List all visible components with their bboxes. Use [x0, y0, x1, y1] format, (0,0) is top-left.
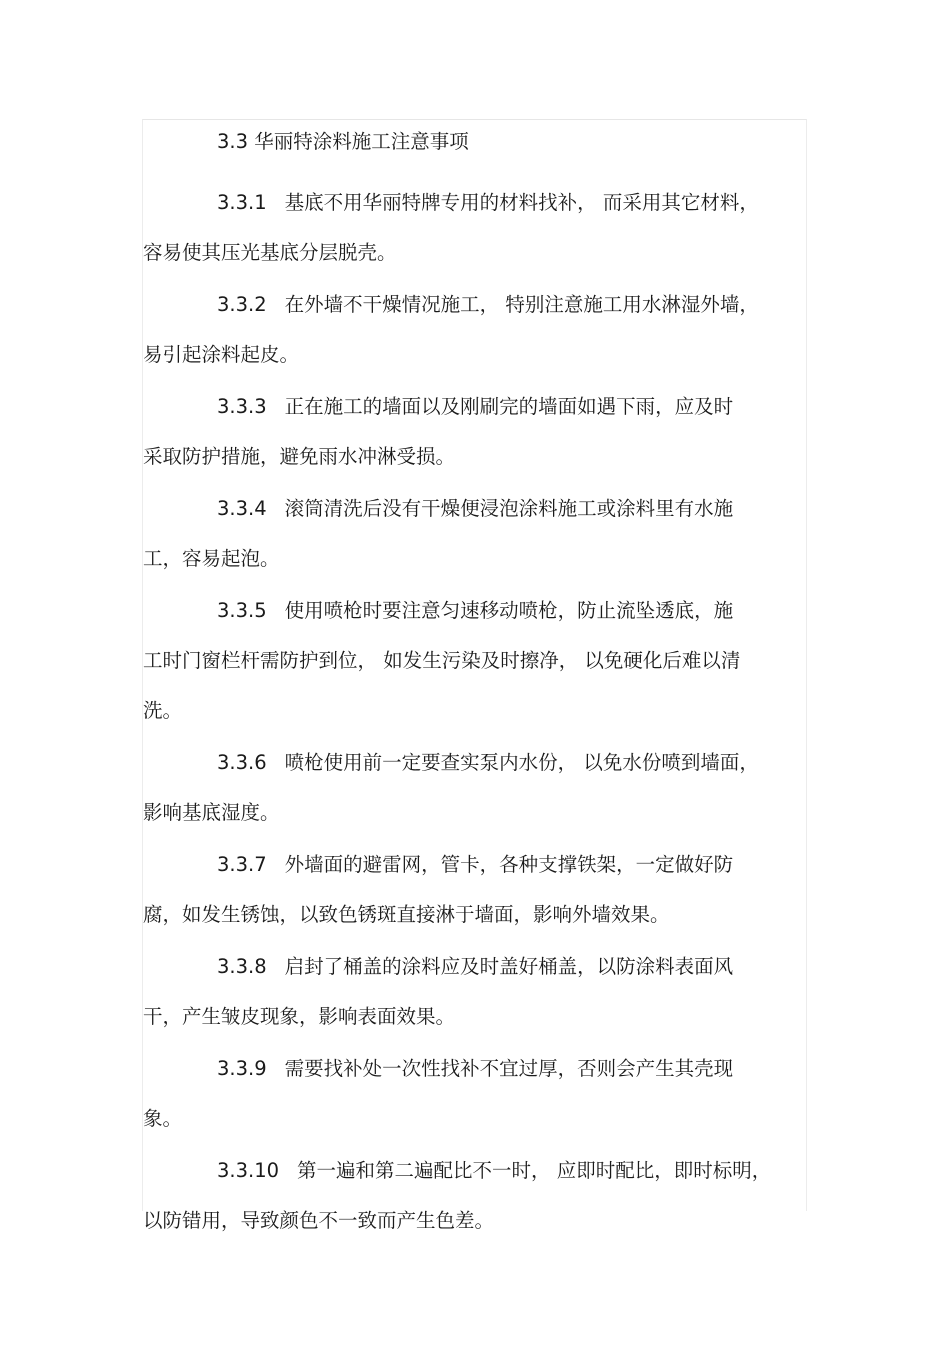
clause-continuation-line: 容易使其压光基底分层脱壳。	[143, 241, 397, 264]
clause-first-line	[143, 1044, 807, 1094]
clause-first-line	[143, 382, 807, 432]
clause-text: 基底不用华丽特牌专用的材料找补， 而采用其它材料，	[284, 191, 759, 214]
clause-number: 3.3.9	[217, 1057, 267, 1080]
clause-number: 3.3.6	[217, 751, 267, 774]
clause-text: 使用喷枪时要注意匀速移动喷枪，防止流坠透底，施	[284, 599, 734, 622]
clause-first-line	[143, 1146, 807, 1196]
clause-paragraph	[143, 586, 807, 736]
clause-text: 外墙面的避雷网，管卡，各种支撑铁架，一定做好防	[284, 853, 734, 876]
clause-continuation-line: 影响基底湿度。	[143, 801, 280, 824]
clause-number: 3.3.8	[217, 955, 267, 978]
clause-continuation-line: 易引起涂料起皮。	[143, 343, 300, 366]
clause-number: 3.3.10	[217, 1159, 280, 1182]
clause-paragraph	[143, 1044, 807, 1144]
clause-text: 启封了桶盖的涂料应及时盖好桶盖，以防涂料表面风	[284, 955, 734, 978]
clause-continuation-line: 腐，如发生锈蚀，以致色锈斑直接淋于墙面，影响外墙效果。	[143, 903, 670, 926]
clause-paragraph	[143, 840, 807, 940]
clause-text: 第一遍和第二遍配比不一时， 应即时配比，即时标明，	[297, 1159, 772, 1182]
clause-first-line	[143, 738, 807, 788]
clause-paragraph	[143, 382, 807, 482]
clause-continuation-line: 洗。	[143, 699, 183, 722]
clause-first-line	[143, 942, 807, 992]
clause-text: 喷枪使用前一定要查实泵内水份， 以免水份喷到墙面，	[284, 751, 759, 774]
clause-continuation-line: 象。	[143, 1107, 183, 1130]
clause-first-line	[143, 280, 807, 330]
clause-paragraph	[143, 1146, 807, 1246]
clause-number: 3.3.5	[217, 599, 267, 622]
clause-text: 需要找补处一次性找补不宜过厚，否则会产生其壳现	[284, 1057, 734, 1080]
clause-continuation-line: 干，产生皱皮现象，影响表面效果。	[143, 1005, 456, 1028]
clause-first-line	[143, 586, 807, 636]
clause-continuation-line: 以防错用，导致颜色不一致而产生色差。	[143, 1209, 495, 1232]
clause-continuation-line: 采取防护措施，避免雨水冲淋受损。	[143, 445, 456, 468]
clause-paragraph	[143, 738, 807, 838]
clause-number: 3.3.2	[217, 293, 267, 316]
clause-paragraph	[143, 484, 807, 584]
clause-text: 滚筒清洗后没有干燥便浸泡涂料施工或涂料里有水施	[284, 497, 734, 520]
clause-text: 在外墙不干燥情况施工， 特别注意施工用水淋湿外墙，	[284, 293, 759, 316]
clause-paragraph	[143, 178, 807, 278]
clause-first-line	[143, 484, 807, 534]
clause-paragraph	[143, 942, 807, 1042]
clause-first-line	[143, 840, 807, 890]
clause-continuation-line: 工时门窗栏杆需防护到位， 如发生污染及时擦净， 以免硬化后难以清	[143, 649, 741, 672]
clause-number: 3.3.7	[217, 853, 267, 876]
clause-text: 正在施工的墙面以及刚刷完的墙面如遇下雨，应及时	[284, 395, 734, 418]
document-body	[143, 128, 807, 1248]
clause-continuation-line: 工，容易起泡。	[143, 547, 280, 570]
items-list	[143, 178, 807, 1246]
section-heading: 3.3 华丽特涂料施工注意事项	[217, 130, 469, 153]
clause-first-line	[143, 178, 807, 228]
clause-number: 3.3.3	[217, 395, 267, 418]
clause-paragraph	[143, 280, 807, 380]
clause-number: 3.3.4	[217, 497, 267, 520]
clause-number: 3.3.1	[217, 191, 267, 214]
